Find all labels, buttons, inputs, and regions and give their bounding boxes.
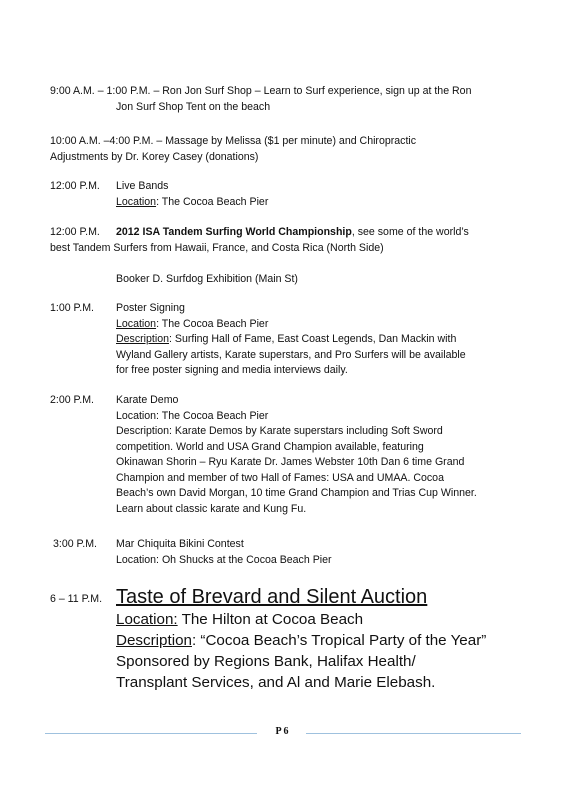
description-label: Description [116,632,192,649]
event-taste-of-brevard [50,585,530,690]
location-value: Location: The Cocoa Beach Pier [116,409,269,422]
event-time: 6 – 11 P.M. [50,593,103,605]
event-karate-demo [50,393,530,519]
location-label: Location: [116,611,178,628]
location-value: Location: Oh Shucks at the Cocoa Beach Pier [116,553,332,566]
event-title: Taste of Brevard and Silent Auction [116,586,428,608]
description-line: Champion and member of two Hall of Fames: USA and UMAA. Cocoa [116,471,444,484]
event-title: Poster Signing [116,302,185,314]
sponsor-line: Sponsored by Regions Bank, Halifax Health/ [116,653,416,670]
description-line: for free poster signing and media interviews daily. [116,364,348,376]
description-line: Okinawan Shorin – Ryu Karate Dr. James Webster 10th Dan 6 time Grand [116,456,465,468]
event-bikini-contest [50,537,530,569]
description-text: : “Cocoa Beach’s Tropical Party of the Year” [191,632,487,649]
description-line: Learn about classic karate and Kung Fu. [116,502,307,515]
description-label: Description [116,333,169,345]
location-label: Location [116,317,157,330]
description-line: : Surfing Hall of Fame, East Coast Legends, Dan Mackin with [169,333,457,345]
event-line: Booker D. Surfdog Exhibition (Main St) [116,273,298,285]
page-number: P 6 [275,726,289,737]
event-time: 3:00 P.M. [53,538,97,550]
footer-divider-left [45,733,257,734]
location-value: : The Cocoa Beach Pier [156,317,269,330]
event-time: 12:00 P.M. [50,180,100,192]
event-title: Mar Chiquita Bikini Contest [116,538,244,550]
event-line: Jon Surf Shop Tent on the beach [116,100,271,113]
event-title: Karate Demo [116,394,179,406]
location-value: : The Cocoa Beach Pier [156,195,269,208]
event-time: 12:00 P.M. [50,226,100,238]
event-line: best Tandem Surfers from Hawaii, France, and Costa Rica (North Side) [50,241,384,254]
footer-divider-right [306,733,521,734]
event-title: Live Bands [116,180,169,192]
event-tandem-surfing [50,225,530,295]
event-time: 1:00 P.M. [50,302,94,314]
event-title-bold: 2012 ISA Tandem Surfing World Championship [116,226,352,238]
event-massage [50,134,530,165]
event-line: 9:00 A.M. – 1:00 P.M. – Ron Jon Surf Shop – Learn to Surf experience, sign up at the Ron [50,85,472,97]
event-line: Adjustments by Dr. Korey Casey (donations) [50,150,259,163]
event-ron-jon-surf [50,84,530,115]
event-live-bands [50,179,530,211]
location-value: The Hilton at Cocoa Beach [177,611,364,628]
description-line: Description: Karate Demos by Karate superstars including Soft Sword [116,425,443,437]
sponsor-line: Transplant Services, and Al and Marie Elebash. [116,674,436,691]
event-poster-signing [50,301,530,376]
description-line: competition. World and USA Grand Champion available, featuring [116,440,424,453]
location-label: Location [116,195,157,208]
description-line: Beach’s own David Morgan, 10 time Grand Champion and Trias Cup Winner. [116,487,477,499]
event-title-rest: , see some of the world’s [351,226,469,238]
event-line: 10:00 A.M. –4:00 P.M. – Massage by Melissa ($1 per minute) and Chiropractic [50,135,417,147]
event-time: 2:00 P.M. [50,394,94,406]
description-line: Wyland Gallery artists, Karate superstars, and Pro Surfers will be available [116,348,466,361]
